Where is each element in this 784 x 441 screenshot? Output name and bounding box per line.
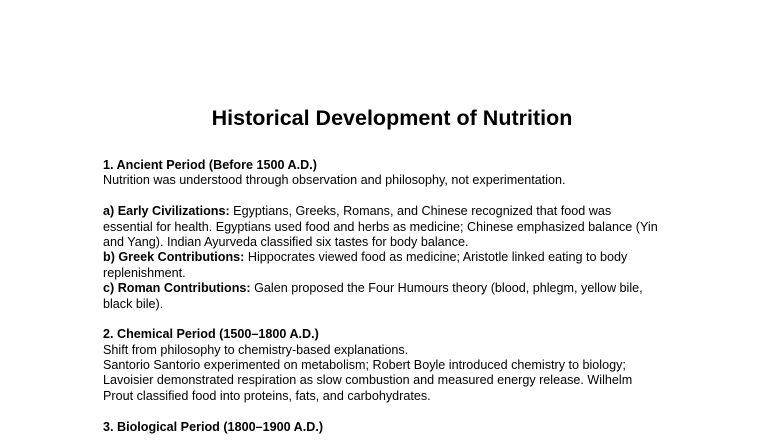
section-intro-ancient: Nutrition was understood through observation and philosophy, not experimentation. [103,173,566,188]
paragraph-spacer [103,189,703,204]
subsection-b-text: Hippocrates viewed food as medicine; Aristotle linked eating to body [244,250,628,265]
chemical-line-3: Lavoisier demonstrated respiration as slow combustion and measured energy release. Wilhelm [103,373,633,388]
subsection-b-line-1 [103,250,703,265]
subsection-a-label: a) Early Civilizations: [103,204,230,219]
subsection-b-label: b) Greek Contributions: [103,250,245,265]
paragraph-spacer [103,404,703,419]
subsection-b-line-2: replenishment. [103,265,186,280]
subsection-c-line-2: black bile). [103,296,164,311]
subsection-a-text: Egyptians, Greeks, Romans, and Chinese recognized that food was [229,204,612,219]
document-title: Historical Development of Nutrition [211,106,573,130]
paragraph-spacer [103,312,703,327]
chemical-line-1: Shift from philosophy to chemistry-based explanations. [103,342,409,357]
chemical-line-4: Prout classified food into proteins, fats, and carbohydrates. [103,388,431,403]
section-heading-ancient: 1. Ancient Period (Before 1500 A.D.) [103,158,317,172]
subsection-a-line-2: essential for health. Egyptians used food and herbs as medicine; Chinese emphasized balance (Yin [103,219,658,234]
subsection-a-line-1 [103,204,703,219]
subsection-c-line-1 [103,281,703,296]
document-body [103,158,703,435]
section-heading-chemical: 2. Chemical Period (1500–1800 A.D.) [103,327,319,342]
chemical-line-2: Santorio Santorio experimented on metabolism; Robert Boyle introduced chemistry to biology; [103,358,626,373]
subsection-a-line-3: and Yang). Indian Ayurveda classified six tastes for body balance. [103,234,469,249]
subsection-c-text: Galen proposed the Four Humours theory (blood, phlegm, yellow bile, [250,281,643,296]
subsection-c-label: c) Roman Contributions: [103,281,251,296]
section-heading-biological: 3. Biological Period (1800–1900 A.D.) [103,419,324,434]
